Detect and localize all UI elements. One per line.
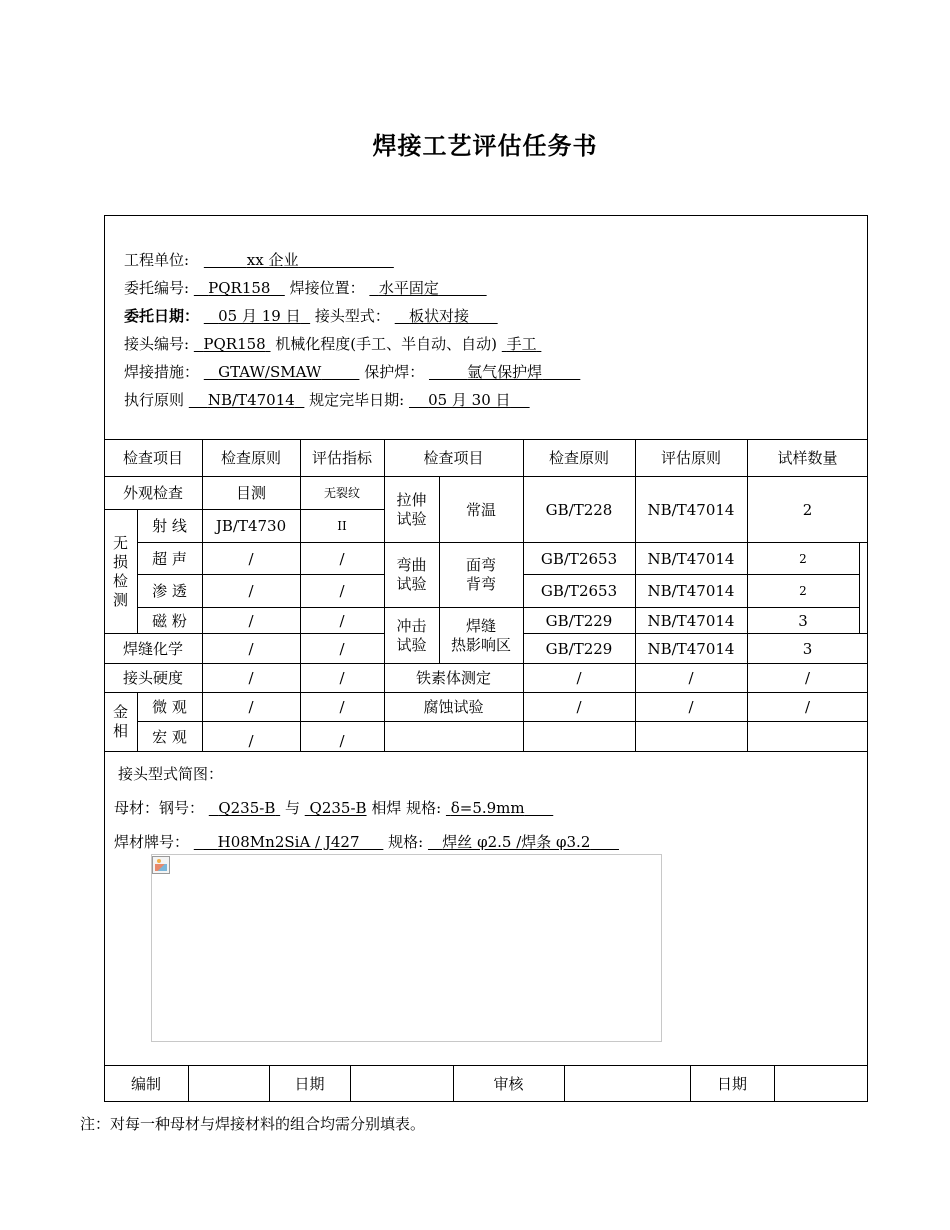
finish-label: 规定完毕日期: bbox=[309, 391, 405, 409]
weld-pos-label: 焊接位置： bbox=[289, 279, 365, 297]
impact-qty-1: 3 bbox=[798, 611, 808, 630]
bend-label-text: 弯曲试验 bbox=[396, 556, 427, 593]
hardness-index: / bbox=[339, 669, 345, 687]
micro-index: / bbox=[339, 698, 345, 716]
ndt-ut-label: 超 声 bbox=[152, 549, 187, 568]
entrust-no-value bbox=[194, 279, 285, 297]
ndt-ut-index: / bbox=[339, 549, 345, 568]
impact-method-2: GB/T229 bbox=[545, 639, 613, 658]
steel-2-text: Q235-B bbox=[309, 799, 367, 817]
info-joint-row bbox=[124, 334, 541, 354]
macro-index: / bbox=[339, 731, 345, 750]
unit-label: 工程单位: bbox=[124, 251, 190, 269]
tensile-cond: 常温 bbox=[465, 500, 496, 519]
hardness-method: / bbox=[248, 669, 254, 687]
bend-eval-2: NB/T47014 bbox=[647, 582, 735, 600]
entrust-no-label: 委托编号: bbox=[124, 279, 190, 297]
header-qty: 试样数量 bbox=[777, 449, 838, 467]
base-metal-row bbox=[114, 798, 553, 818]
entrust-date-text: 05 月 19 日 bbox=[218, 307, 301, 325]
broken-image-icon bbox=[152, 856, 170, 874]
standard-value bbox=[189, 391, 305, 409]
mech-value bbox=[502, 335, 542, 353]
document-title: 焊接工艺评估任务书 bbox=[372, 131, 598, 160]
standard-label: 执行原则 bbox=[124, 391, 185, 409]
header-eval: 评估原则 bbox=[660, 449, 721, 467]
joint-no-label: 接头编号: bbox=[124, 335, 190, 353]
ndt-pt-index: / bbox=[339, 582, 345, 600]
filler-spec-value bbox=[428, 833, 619, 851]
info-entrust-row bbox=[124, 278, 487, 298]
impact-eval-1: NB/T47014 bbox=[647, 611, 735, 630]
impact-qty-2: 3 bbox=[802, 639, 813, 658]
standard-text: NB/T47014 bbox=[207, 391, 295, 409]
joint-type-value bbox=[395, 307, 498, 325]
date-label-1: 日期 bbox=[294, 1075, 325, 1093]
ndt-ray-method: JB/T4730 bbox=[215, 517, 287, 535]
unit-value-text: xx 企业 bbox=[246, 251, 299, 269]
info-date-row bbox=[124, 306, 498, 326]
macro-label: 宏 观 bbox=[152, 727, 187, 746]
finish-text: 05 月 30 日 bbox=[428, 391, 511, 409]
info-measure-row bbox=[124, 362, 580, 382]
bend-back: 背弯 bbox=[465, 575, 496, 593]
joint-sketch-label: 接头型式简图： bbox=[118, 765, 224, 783]
ferrite-eval: / bbox=[688, 669, 694, 687]
ferrite-qty: / bbox=[804, 669, 811, 687]
bend-label bbox=[384, 543, 439, 607]
bend-face: 面弯 bbox=[465, 556, 496, 574]
tensile-eval: NB/T47014 bbox=[647, 500, 735, 519]
micro-label: 微 观 bbox=[152, 698, 187, 716]
joint-no-text: PQR158 bbox=[203, 335, 266, 353]
finish-value bbox=[409, 391, 530, 409]
weld-pos-text: 水平固定 bbox=[378, 279, 439, 297]
impact-label-text: 冲击试验 bbox=[396, 616, 427, 654]
header-method: 检查原则 bbox=[220, 449, 281, 467]
corrosion-method: / bbox=[576, 698, 582, 716]
mech-label: 机械化程度(手工、半自动、自动) bbox=[275, 335, 497, 353]
ndt-pt-method: / bbox=[248, 582, 254, 600]
with-text: 与 bbox=[284, 799, 300, 817]
spec-value bbox=[446, 799, 553, 817]
ndt-pt-label: 渗 透 bbox=[152, 582, 187, 600]
spec-text: δ=5.9mm bbox=[450, 799, 525, 817]
corrosion-eval: / bbox=[688, 698, 694, 716]
grid-line bbox=[137, 721, 868, 722]
shield-text: 氩气保护焊 bbox=[467, 363, 543, 381]
ndt-ray-label: 射 线 bbox=[152, 517, 187, 535]
base-metal-label: 母材：钢号： bbox=[114, 799, 205, 817]
measure-value bbox=[204, 363, 360, 381]
impact-eval-2: NB/T47014 bbox=[647, 639, 735, 658]
joint-no-value bbox=[194, 335, 271, 353]
joint-type-text: 板状对接 bbox=[409, 307, 470, 325]
shield-label: 保护焊： bbox=[364, 363, 425, 381]
ferrite-label: 铁素体测定 bbox=[415, 669, 491, 687]
grid-line bbox=[188, 1065, 189, 1102]
measure-text: GTAW/SMAW bbox=[218, 363, 322, 381]
filler-spec-label: 规格: bbox=[388, 833, 424, 851]
bend-types bbox=[439, 543, 523, 607]
filler-row bbox=[114, 832, 619, 852]
prepared-label: 编制 bbox=[130, 1075, 161, 1093]
ndt-label bbox=[104, 510, 137, 633]
header-method-2: 检查原则 bbox=[548, 449, 609, 467]
footnote: 注：对每一种母材与焊接材料的组合均需分别填表。 bbox=[80, 1115, 426, 1133]
visual-check-index: 无裂纹 bbox=[323, 486, 360, 500]
tensile-qty: 2 bbox=[802, 500, 813, 519]
joint-sketch-image bbox=[151, 854, 662, 1042]
weld-spec-label: 相焊 规格: bbox=[371, 799, 442, 817]
hardness-label: 接头硬度 bbox=[122, 669, 183, 687]
joint-type-label: 接头型式： bbox=[314, 307, 390, 325]
weld-chem-label: 焊缝化学 bbox=[122, 639, 183, 658]
visual-check-label: 外观检查 bbox=[122, 484, 183, 502]
grid-line bbox=[774, 1065, 775, 1102]
unit-value bbox=[204, 250, 409, 270]
steel-1 bbox=[209, 799, 280, 817]
filler-text: H08Mn2SiA / J427 bbox=[217, 833, 360, 851]
entrust-no-text: PQR158 bbox=[208, 279, 271, 297]
filler-label: 焊材牌号： bbox=[114, 833, 190, 851]
bend-qty-2: 2 bbox=[799, 584, 807, 598]
weld-chem-method: / bbox=[248, 639, 254, 658]
entrust-date-label: 委托日期： bbox=[124, 307, 200, 325]
grid-line bbox=[564, 1065, 565, 1102]
bend-method-2: GB/T2653 bbox=[540, 582, 618, 600]
weld-pos-value bbox=[369, 279, 486, 297]
measure-label: 焊接措施： bbox=[124, 363, 200, 381]
visual-check-method: 目测 bbox=[235, 484, 266, 502]
impact-haz: 热影响区 bbox=[450, 635, 511, 654]
date-label-2: 日期 bbox=[716, 1075, 747, 1093]
weld-chem-index: / bbox=[339, 639, 345, 658]
bend-qty-1: 2 bbox=[799, 551, 807, 566]
tensile-label-text: 拉伸试验 bbox=[396, 490, 427, 528]
bend-eval-1: NB/T47014 bbox=[647, 549, 735, 568]
tensile-method: GB/T228 bbox=[545, 500, 613, 519]
grid-line bbox=[350, 1065, 351, 1102]
ndt-mt-label: 磁 粉 bbox=[152, 611, 187, 630]
filler-spec-text: 焊丝 φ2.5 /焊条 φ3.2 bbox=[442, 833, 591, 851]
corrosion-qty: / bbox=[804, 698, 811, 716]
ndt-ut-method: / bbox=[248, 549, 254, 568]
review-label: 审核 bbox=[493, 1075, 524, 1093]
filler-value bbox=[194, 833, 384, 851]
micro-method: / bbox=[248, 698, 254, 716]
macro-method: / bbox=[248, 731, 254, 750]
steel-1-text: Q235-B bbox=[218, 799, 276, 817]
ferrite-method: / bbox=[576, 669, 582, 687]
corrosion-label: 腐蚀试验 bbox=[423, 698, 484, 716]
steel-2 bbox=[305, 799, 367, 817]
grid-line bbox=[859, 542, 860, 633]
info-standard-row bbox=[124, 390, 530, 410]
impact-method-1: GB/T229 bbox=[545, 611, 613, 630]
metallo-label bbox=[104, 693, 137, 751]
tensile-label bbox=[384, 477, 439, 542]
shield-value bbox=[429, 363, 580, 381]
ndt-mt-index: / bbox=[339, 611, 345, 630]
metallo-label-text: 金相 bbox=[112, 703, 128, 740]
header-item-2: 检查项目 bbox=[423, 449, 484, 467]
impact-label bbox=[384, 608, 439, 663]
header-item: 检查项目 bbox=[122, 449, 183, 467]
entrust-date-value bbox=[204, 307, 310, 325]
bend-method-1: GB/T2653 bbox=[540, 549, 618, 568]
impact-zones bbox=[439, 608, 523, 663]
header-index: 评估指标 bbox=[311, 449, 372, 467]
mech-text: 手工 bbox=[506, 335, 537, 353]
impact-weld: 焊缝 bbox=[465, 616, 496, 635]
ndt-label-text: 无损检测 bbox=[112, 533, 128, 609]
ndt-ray-index: II bbox=[337, 519, 347, 533]
info-unit-row bbox=[124, 250, 409, 270]
ndt-mt-method: / bbox=[248, 611, 254, 630]
